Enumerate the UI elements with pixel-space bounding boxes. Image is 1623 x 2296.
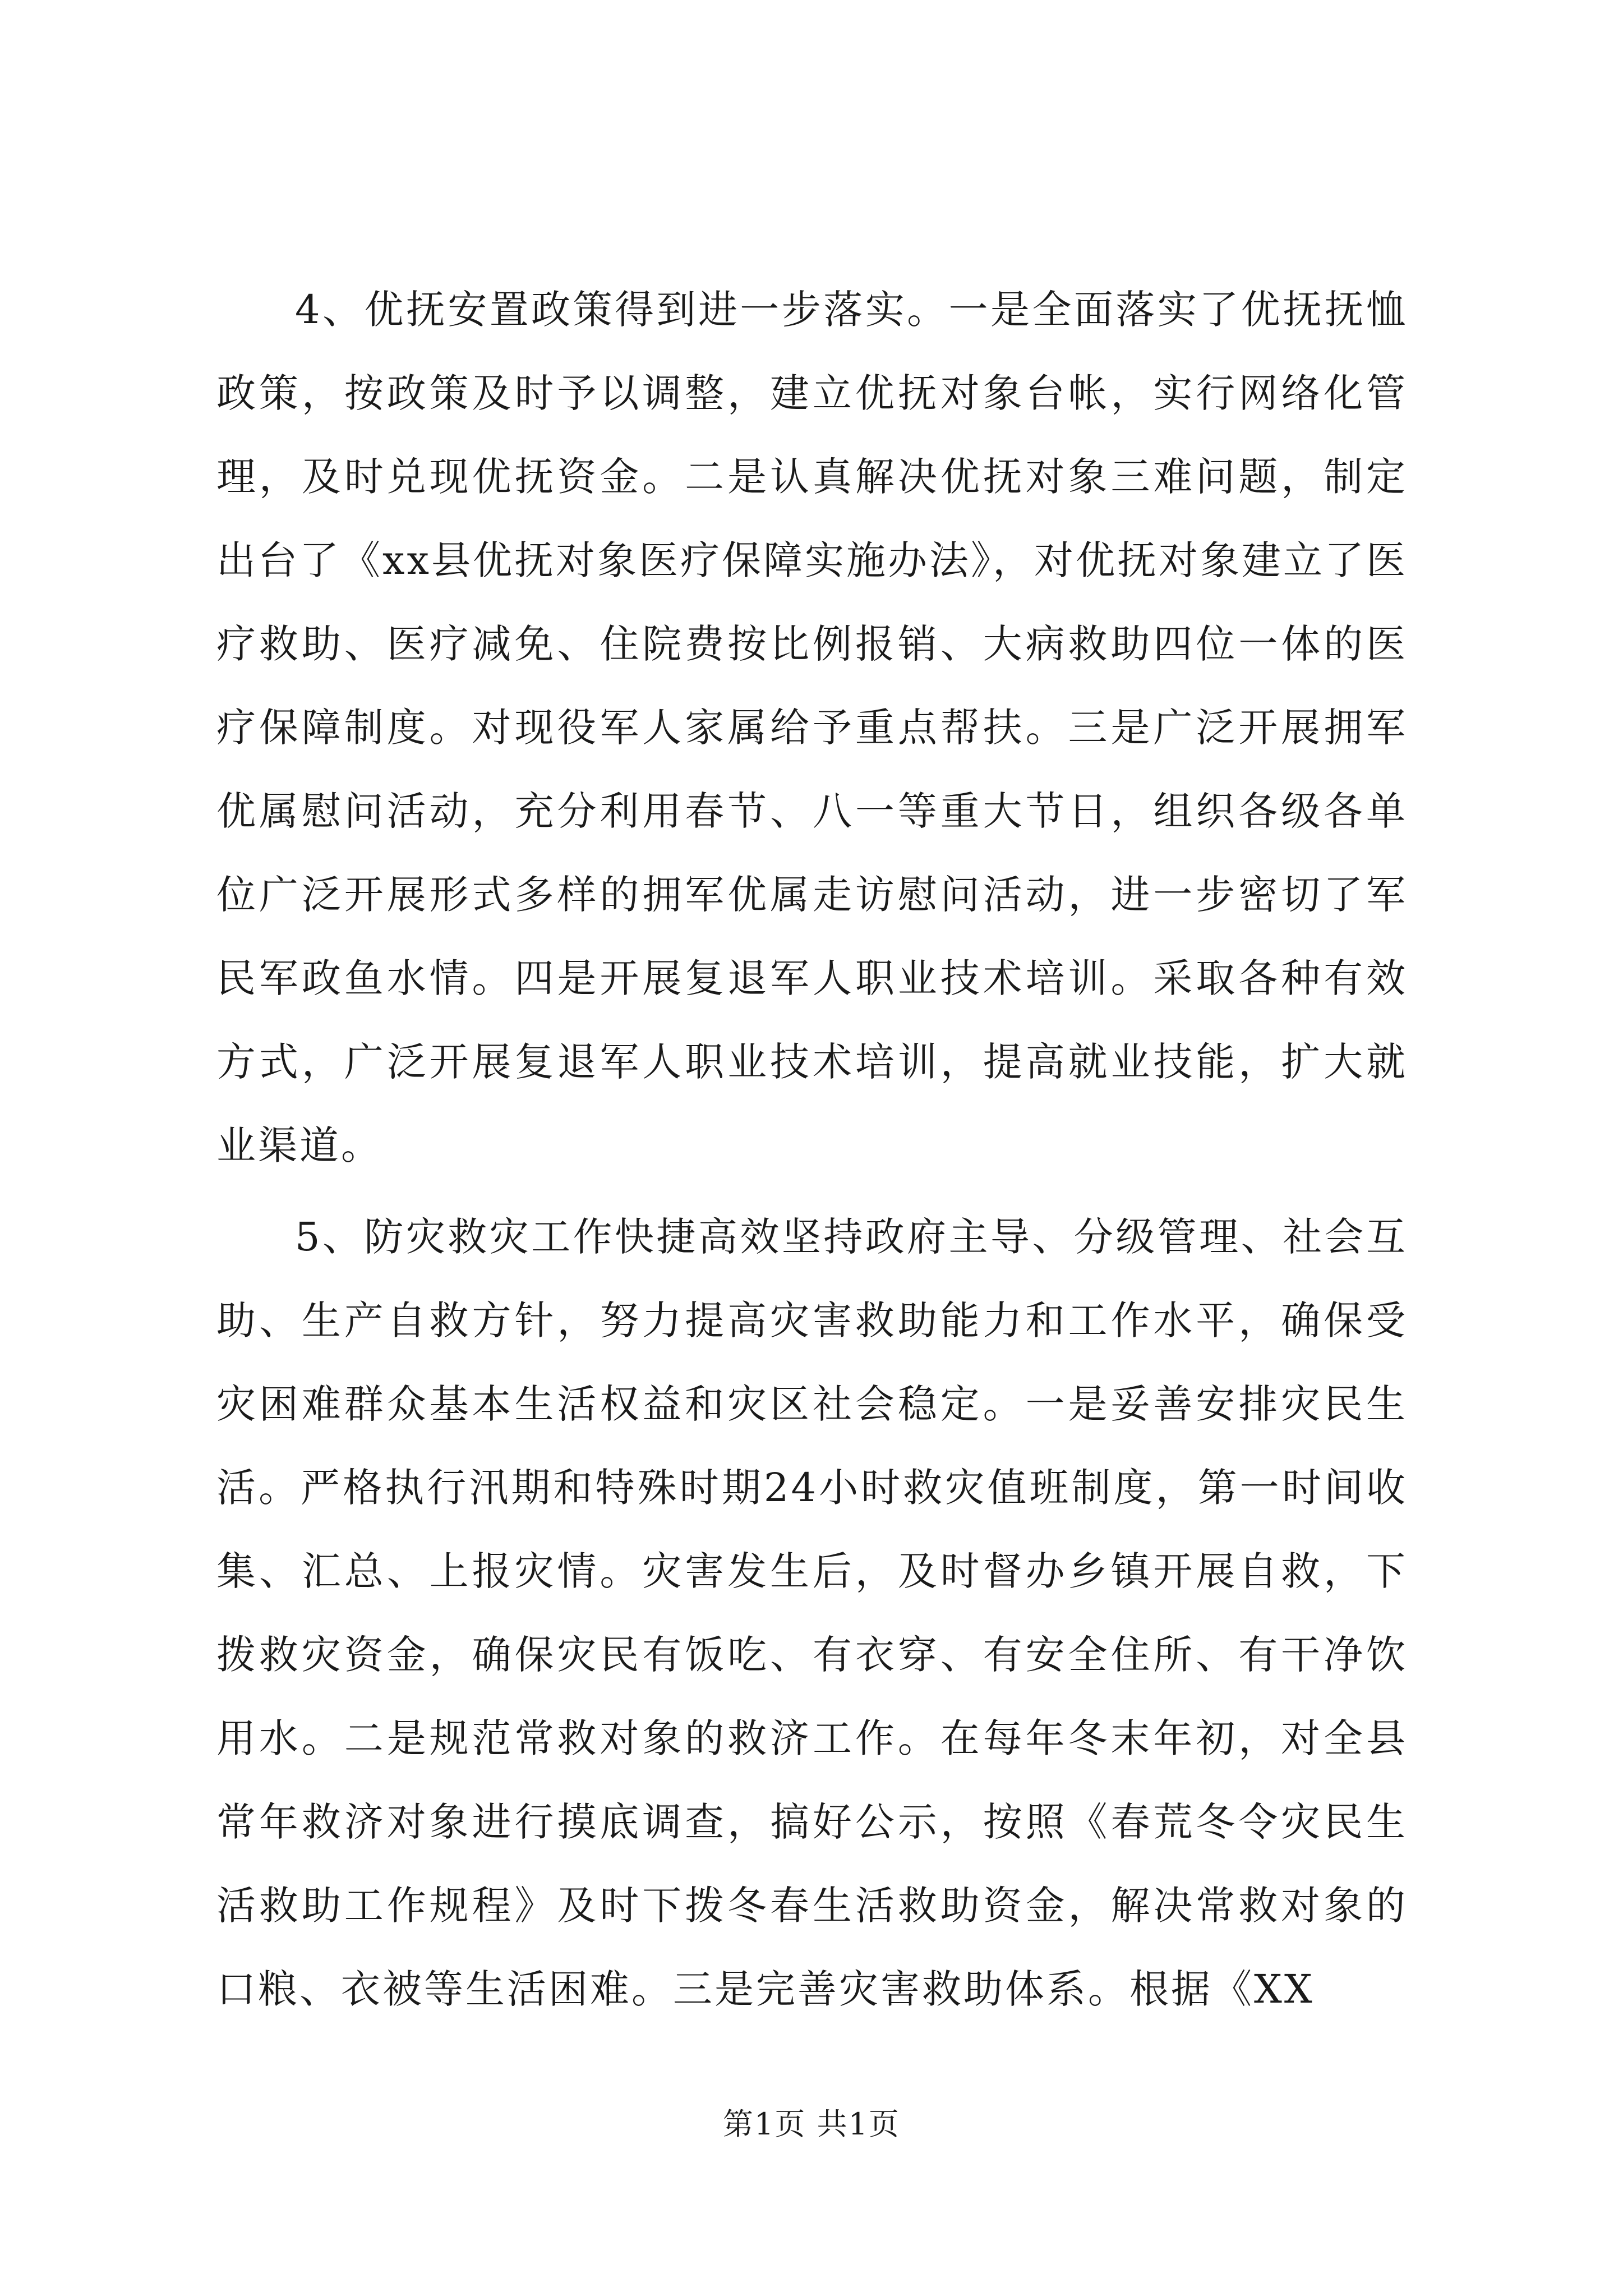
paragraph-preferential-care-policy: 4、优抚安置政策得到进一步落实。一是全面落实了优抚抚恤政策，按政策及时予以调整，建立优抚对象台帐，实行网络化管理，及时兑现优抚资金。二是认真解决优抚对象三难问题，制定出台了《xx县优抚对象医疗保障实施办法》，对优抚对象建立了医疗救助、医疗减免、住院费按比例报销、大病救助四位一体的医疗保障制度。对现役军人家属给予重点帮扶。三是广泛开展拥军优属慰问活动，充分利用春节、八一等重大节日，组织各级各单位广泛开展形式多样的拥军优属走访慰问活动，进一步密切了军民军政鱼水情。四是开展复退军人职业技术培训。采取各种有效方式，广泛开展复退军人职业技术培训，提高就业技能，扩大就业渠道。 [216, 287, 1408, 1168]
paragraph-disaster-relief: 5、防灾救灾工作快捷高效坚持政府主导、分级管理、社会互助、生产自救方针，努力提高灾害救助能力和工作水平，确保受灾困难群众基本生活权益和灾区社会稳定。一是妥善安排灾民生活。严格执行汛期和特殊时期24小时救灾值班制度，第一时间收集、汇总、上报灾情。灾害发生后，及时督办乡镇开展自救，下拨救灾资金，确保灾民有饭吃、有衣穿、有安全住所、有干净饮用水。二是规范常救对象的救济工作。在每年冬末年初，对全县常年救济对象进行摸底调查，搞好公示，按照《春荒冬令灾民生活救助工作规程》及时下拨冬春生活救助资金，解决常救对象的口粮、衣被等生活困难。三是完善灾害救助体系。根据《XX [216, 1214, 1408, 2012]
document-body [216, 268, 1408, 2039]
page-footer: 第1页 共1页 [723, 2106, 900, 2142]
